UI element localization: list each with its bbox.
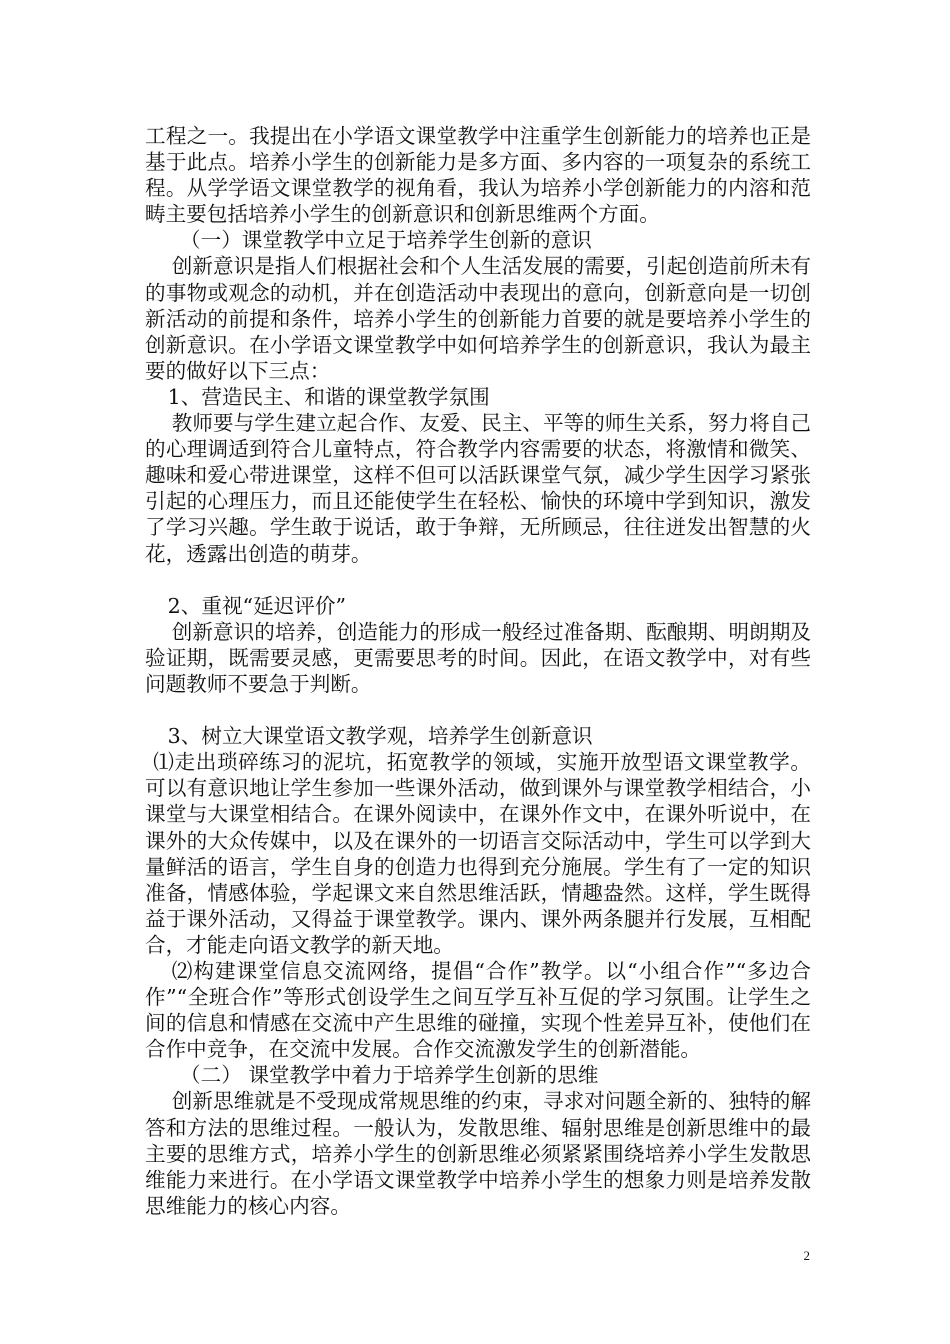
- subheading-delayed-evaluation: 2、重视“延迟评价”: [167, 593, 346, 618]
- paragraph-intro: 工程之一。我提出在小学语文课堂教学中注重学生创新能力的培养也正是基于此点。培养小学生的创新能力是多方面、多内容的一项复杂的系统工程。从学学语文课堂教学的视角看，我认为培养小学创新能力的内溶和范畴主要包括培养小学生的创新意识和创新思维两个方面。: [145, 124, 811, 227]
- paragraph-delayed-evaluation: 创新意识的培养，创造能力的形成一般经过准备期、酝酿期、明朗期及验证期，既需要灵感，更需要思考的时间。因此，在语文教学中，对有些问题教师不要急于判断。: [145, 619, 811, 696]
- section-heading-two: （二） 课堂教学中着力于培养学生创新的思维: [180, 1063, 599, 1088]
- subheading-big-classroom: 3、树立大课堂语文教学观，培养学生创新意识: [167, 724, 593, 749]
- paragraph-teacher-student-relationship: 教师要与学生建立起合作、友爱、民主、平等的师生关系，努力将自己的心理调适到符合儿童特点，符合教学内容需要的状态，将激情和微笑、趣味和爱心带进课堂，这样不但可以活跃课堂气氛，减少学生因学习紧张引起的心理压力，而且还能使学生在轻松、愉快的环境中学到知识，激发了学习兴趣。学生敢于说话，敢于争辩，无所顾忌，往往迸发出智慧的火花，透露出创造的萌芽。: [145, 411, 811, 566]
- document-body: [145, 123, 811, 1219]
- paragraph-open-teaching: ⑴走出琐碎练习的泥坑，拓宽教学的领域，实施开放型语文课堂教学。可以有意识地让学生参加一些课外活动，做到课外与课堂教学相结合，小课堂与大课堂相结合。在课外阅读中，在课外作文中，在课外听说中，在课外的大众传媒中，以及在课外的一切语言交际活动中，学生可以学到大量鲜活的语言，学生自身的创造力也得到充分施展。学生有了一定的知识准备，情感体验，学起课文来自然思维活跃，情趣盎然。这样，学生既得益于课外活动，又得益于课堂教学。课内、课外两条腿并行发展，互相配合，才能走向语文教学的新天地。: [145, 750, 811, 957]
- subheading-democratic-atmosphere: 1、营造民主、和谐的课堂教学氛围: [167, 384, 490, 409]
- paragraph-creative-thinking: 创新思维就是不受现成常规思维的约束，寻求对问题全新的、独特的解答和方法的思维过程。一般认为，发散思维、辐射思维是创新思维中的最主要的思维方式，培养小学生的创新思维必须紧紧围绕培养小学生发散思维能力来进行。在小学语文课堂教学中培养小学生的想象力则是培养发散思维能力的核心内容。: [145, 1089, 811, 1218]
- blank-line: [145, 567, 811, 593]
- page-number: 2: [803, 1248, 810, 1263]
- section-heading-one: （一）课堂教学中立足于培养学生创新的意识: [180, 228, 592, 253]
- paragraph-innovation-awareness: 创新意识是指人们根据社会和个人生活发展的需要，引起创造前所未有的事物或观念的动机，并在创造活动中表现出的意向，创新意向是一切创新活动的前提和条件，培养小学生的创新能力首要的就是要培养小学生的创新意识。在小学语文课堂教学中如何培养学生的创新意识，我认为最主要的做好以下三点：: [145, 254, 811, 383]
- blank-line: [145, 697, 811, 723]
- paragraph-cooperative-teaching: ⑵构建课堂信息交流网络，提倡“合作”教学。以“小组合作”“多边合作”“全班合作”等形式创设学生之间互学互补互促的学习氛围。让学生之间的信息和情感在交流中产生思维的碰撞，实现个性差异互补，使他们在合作中竞争，在交流中发展。合作交流激发学生的创新潜能。: [145, 959, 811, 1062]
